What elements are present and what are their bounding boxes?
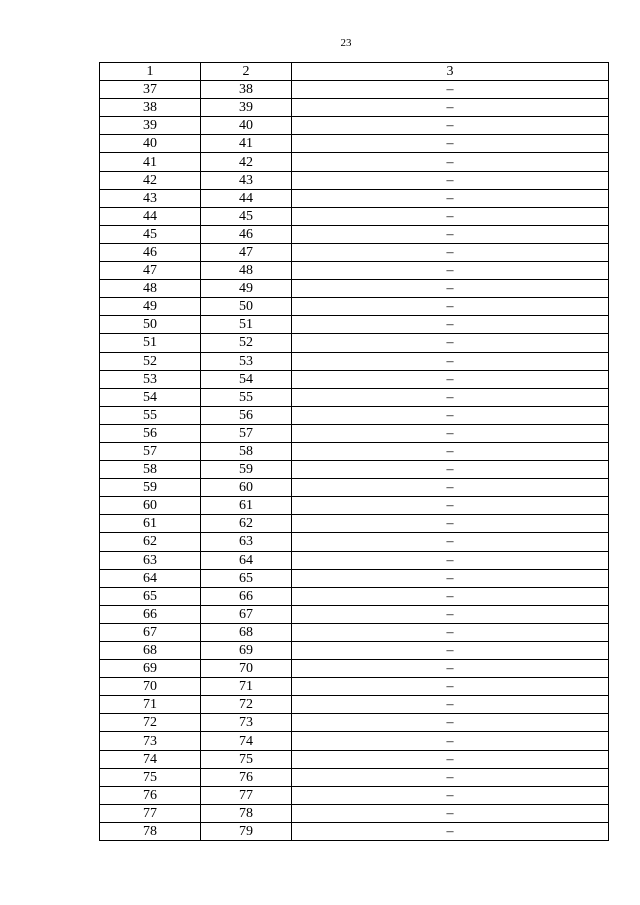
table-row — [100, 207, 609, 225]
table-cell: – — [292, 786, 609, 804]
table-cell: 56 — [100, 424, 201, 442]
table-cell: 47 — [201, 243, 292, 261]
table-cell: 67 — [100, 623, 201, 641]
table-cell: 52 — [201, 334, 292, 352]
table-cell: 47 — [100, 262, 201, 280]
table-cell: 44 — [100, 207, 201, 225]
table-cell: 39 — [201, 99, 292, 117]
table-cell: 43 — [201, 171, 292, 189]
table-cell: – — [292, 696, 609, 714]
table-cell: 72 — [100, 714, 201, 732]
table-row — [100, 479, 609, 497]
table-cell: – — [292, 424, 609, 442]
table-cell: 48 — [201, 262, 292, 280]
table-cell: 71 — [201, 678, 292, 696]
table-cell: – — [292, 822, 609, 840]
table-cell: 72 — [201, 696, 292, 714]
table-cell: 77 — [201, 786, 292, 804]
table-row — [100, 732, 609, 750]
table-row — [100, 623, 609, 641]
table-cell: 57 — [201, 424, 292, 442]
table-cell: 57 — [100, 442, 201, 460]
table-row — [100, 750, 609, 768]
table-cell: 63 — [201, 533, 292, 551]
table-cell: 41 — [100, 153, 201, 171]
table-cell: 64 — [201, 551, 292, 569]
table-cell: 41 — [201, 135, 292, 153]
table-cell: – — [292, 334, 609, 352]
table-cell: 65 — [100, 587, 201, 605]
table-row — [100, 352, 609, 370]
table-row — [100, 786, 609, 804]
table-cell: 75 — [100, 768, 201, 786]
table-cell: 53 — [201, 352, 292, 370]
table-row — [100, 605, 609, 623]
table-cell: 40 — [100, 135, 201, 153]
table-cell: – — [292, 804, 609, 822]
column-header: 1 — [100, 63, 201, 81]
table-cell: 49 — [201, 280, 292, 298]
table-cell: – — [292, 660, 609, 678]
table-cell: – — [292, 587, 609, 605]
table-cell: 38 — [100, 99, 201, 117]
table-cell: 39 — [100, 117, 201, 135]
table-cell: – — [292, 117, 609, 135]
table-cell: 52 — [100, 352, 201, 370]
table-cell: – — [292, 370, 609, 388]
column-header: 2 — [201, 63, 292, 81]
table-cell: 50 — [100, 316, 201, 334]
table-cell: – — [292, 298, 609, 316]
table-cell: 74 — [201, 732, 292, 750]
column-header: 3 — [292, 63, 609, 81]
table-cell: – — [292, 81, 609, 99]
table-cell: 74 — [100, 750, 201, 768]
table-header-row — [100, 63, 609, 81]
table-cell: – — [292, 497, 609, 515]
table-cell: 44 — [201, 189, 292, 207]
table-cell: 69 — [201, 642, 292, 660]
table-row — [100, 424, 609, 442]
table-cell: – — [292, 714, 609, 732]
table-row — [100, 587, 609, 605]
table-row — [100, 533, 609, 551]
table-cell: 61 — [100, 515, 201, 533]
table-row — [100, 225, 609, 243]
table-cell: 63 — [100, 551, 201, 569]
table-row — [100, 714, 609, 732]
table-cell: 59 — [201, 461, 292, 479]
table-cell: – — [292, 262, 609, 280]
table-cell: 38 — [201, 81, 292, 99]
table-row — [100, 515, 609, 533]
table-cell: – — [292, 515, 609, 533]
table-cell: – — [292, 479, 609, 497]
table-cell: 43 — [100, 189, 201, 207]
table-row — [100, 189, 609, 207]
table-cell: 56 — [201, 406, 292, 424]
table-cell: – — [292, 99, 609, 117]
table-row — [100, 442, 609, 460]
table-row — [100, 99, 609, 117]
table-cell: 68 — [100, 642, 201, 660]
table-cell: – — [292, 352, 609, 370]
table-cell: 37 — [100, 81, 201, 99]
table-row — [100, 696, 609, 714]
table-cell: – — [292, 768, 609, 786]
table-cell: 59 — [100, 479, 201, 497]
table-row — [100, 171, 609, 189]
table-row — [100, 497, 609, 515]
table-cell: 76 — [100, 786, 201, 804]
table-row — [100, 768, 609, 786]
table-cell: 40 — [201, 117, 292, 135]
table-row — [100, 316, 609, 334]
table-row — [100, 334, 609, 352]
table-row — [100, 135, 609, 153]
table-cell: 58 — [100, 461, 201, 479]
table-row — [100, 551, 609, 569]
table-cell: 70 — [201, 660, 292, 678]
table-cell: 68 — [201, 623, 292, 641]
table-cell: 54 — [201, 370, 292, 388]
table-cell: 69 — [100, 660, 201, 678]
table-cell: – — [292, 605, 609, 623]
table-cell: 73 — [201, 714, 292, 732]
table-cell: – — [292, 225, 609, 243]
table-cell: 48 — [100, 280, 201, 298]
table-row — [100, 642, 609, 660]
table-cell: 51 — [201, 316, 292, 334]
table-cell: – — [292, 243, 609, 261]
table-row — [100, 153, 609, 171]
data-table — [99, 62, 609, 841]
table-row — [100, 822, 609, 840]
table-cell: 66 — [100, 605, 201, 623]
table-cell: 77 — [100, 804, 201, 822]
table-cell: 61 — [201, 497, 292, 515]
table-cell: – — [292, 406, 609, 424]
table-row — [100, 388, 609, 406]
table-cell: – — [292, 551, 609, 569]
table-cell: – — [292, 750, 609, 768]
table-cell: – — [292, 732, 609, 750]
table-cell: – — [292, 569, 609, 587]
page-number: 23 — [340, 37, 352, 49]
table-cell: 78 — [100, 822, 201, 840]
table-cell: 75 — [201, 750, 292, 768]
table-cell: 49 — [100, 298, 201, 316]
table-row — [100, 569, 609, 587]
table-cell: 70 — [100, 678, 201, 696]
table-cell: 53 — [100, 370, 201, 388]
table-cell: – — [292, 442, 609, 460]
table-cell: 42 — [100, 171, 201, 189]
table-cell: 55 — [100, 406, 201, 424]
table-cell: – — [292, 388, 609, 406]
table-row — [100, 81, 609, 99]
table-cell: 58 — [201, 442, 292, 460]
table-cell: – — [292, 461, 609, 479]
table-cell: 50 — [201, 298, 292, 316]
table-cell: – — [292, 207, 609, 225]
table-cell: 66 — [201, 587, 292, 605]
table-cell: 60 — [201, 479, 292, 497]
table-row — [100, 262, 609, 280]
table-cell: 45 — [201, 207, 292, 225]
table-cell: 60 — [100, 497, 201, 515]
table-row — [100, 678, 609, 696]
table-row — [100, 298, 609, 316]
table-cell: 42 — [201, 153, 292, 171]
table-cell: – — [292, 171, 609, 189]
table-cell: 79 — [201, 822, 292, 840]
table-cell: – — [292, 135, 609, 153]
table-row — [100, 370, 609, 388]
table-cell: 46 — [100, 243, 201, 261]
table-cell: 62 — [201, 515, 292, 533]
table-cell: 73 — [100, 732, 201, 750]
table-cell: 51 — [100, 334, 201, 352]
table-row — [100, 406, 609, 424]
table-cell: – — [292, 678, 609, 696]
table-cell: 55 — [201, 388, 292, 406]
table-cell: 65 — [201, 569, 292, 587]
table-cell: – — [292, 153, 609, 171]
table-row — [100, 660, 609, 678]
table-cell: 54 — [100, 388, 201, 406]
table-cell: 45 — [100, 225, 201, 243]
table-cell: 67 — [201, 605, 292, 623]
table-row — [100, 117, 609, 135]
table-row — [100, 461, 609, 479]
table-row — [100, 243, 609, 261]
table-cell: 46 — [201, 225, 292, 243]
table-row — [100, 280, 609, 298]
table-cell: 64 — [100, 569, 201, 587]
table-body — [100, 81, 609, 841]
table-cell: 71 — [100, 696, 201, 714]
table-cell: – — [292, 280, 609, 298]
table-cell: 62 — [100, 533, 201, 551]
table-cell: – — [292, 189, 609, 207]
table-cell: – — [292, 623, 609, 641]
table-cell: 76 — [201, 768, 292, 786]
table-cell: – — [292, 533, 609, 551]
table-cell: – — [292, 316, 609, 334]
table-cell: – — [292, 642, 609, 660]
table-cell: 78 — [201, 804, 292, 822]
table-row — [100, 804, 609, 822]
